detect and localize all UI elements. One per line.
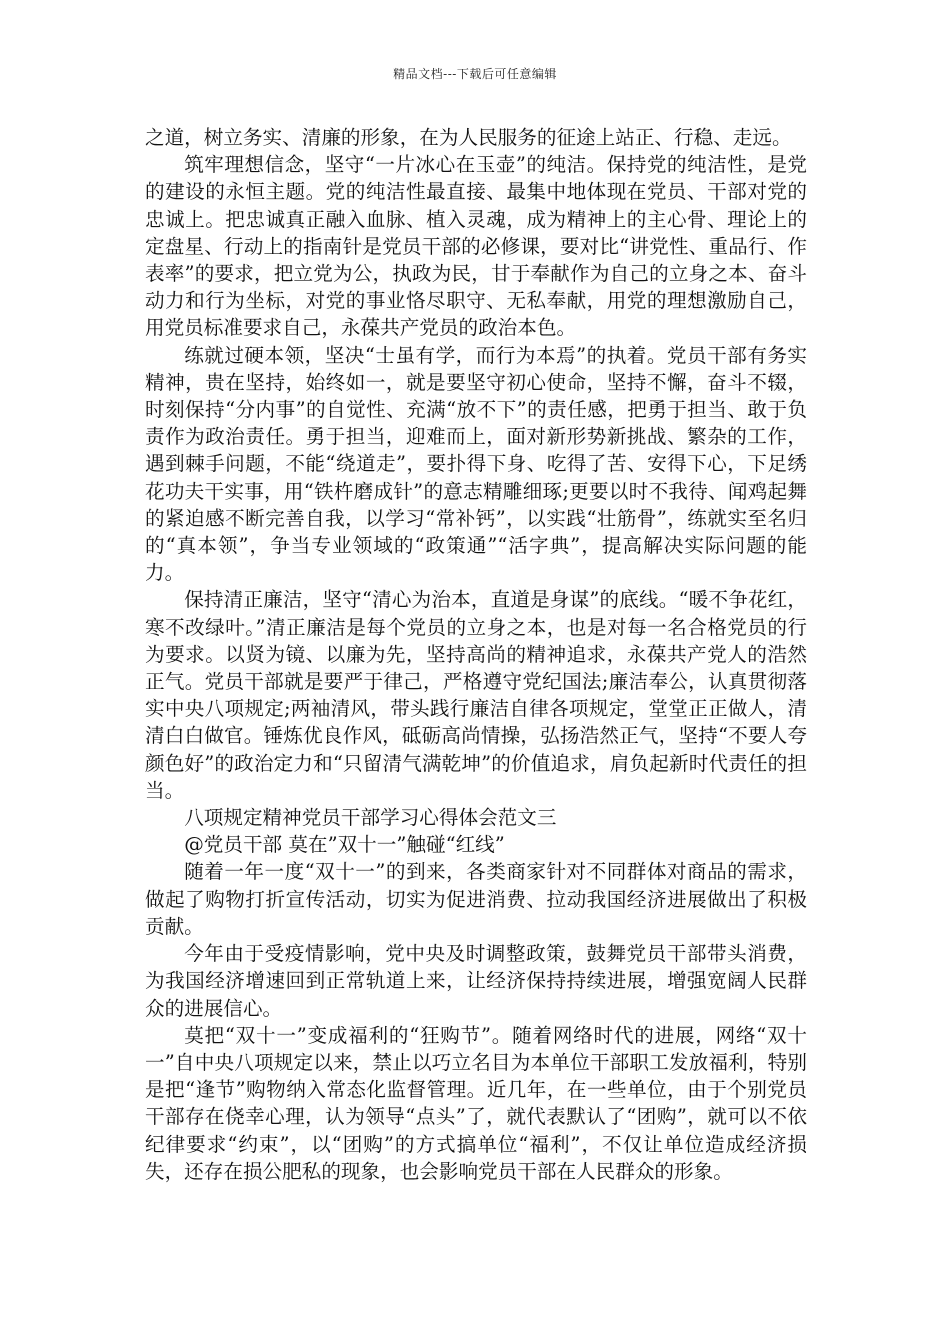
paragraph: 今年由于受疫情影响，党中央及时调整政策，鼓舞党员干部带头消费，为我国经济增速回到正常轨道上来，让经济保持持续进展，增强宽阔人民群众的进展信心。 [145, 942, 807, 1020]
paragraph: 随着一年一度“双十一”的到来，各类商家针对不同群体对商品的需求，做起了购物打折宣传活动，切实为促进消费、拉动我国经济进展做出了积极贡献。 [145, 860, 807, 938]
page-header: 精品文档---下载后可任意编辑 [393, 67, 557, 81]
paragraph: 莫把“双十一”变成福利的“狂购节”。随着网络时代的进展，网络“双十一”自中央八项规定以来，禁止以巧立名目为本单位干部职工发放福利，特别是把“逢节”购物纳入常态化监督管理。近几年，在一些单位，由于个别党员干部存在侥幸心理，认为领导“点头”了，就代表默认了“团购”，就可以不依纪律要求“约束”，以“团购”的方式搞单位“福利”，不仅让单位造成经济损失，还存在损公肥私的现象，也会影响党员干部在人民群众的形象。 [145, 1023, 807, 1183]
document-body [145, 124, 807, 1185]
paragraph: 筑牢理想信念，坚守“一片冰心在玉壶”的纯洁。保持党的纯洁性，是党的建设的永恒主题。党的纯洁性最直接、最集中地体现在党员、干部对党的忠诚上。把忠诚真正融入血脉、植入灵魂，成为精神上的主心骨、理论上的定盘星、行动上的指南针是党员干部的必修课，要对比“讲党性、重品行、作表率”的要求，把立党为公，执政为民，甘于奉献作为自己的立身之本、奋斗动力和行为坐标，对党的事业恪尽职守、无私奉献，用党的理想激励自己，用党员标准要求自己，永葆共产党员的政治本色。 [145, 153, 807, 340]
paragraph: 练就过硬本领，坚决“士虽有学，而行为本焉”的执着。党员干部有务实精神，贵在坚持，始终如一，就是要坚守初心使命，坚持不懈，奋斗不辍，时刻保持“分内事”的自觉性、充满“放不下”的责任感，把勇于担当、敢于负责作为政治责任。勇于担当，迎难而上，面对新形势新挑战、繁杂的工作，遇到棘手问题，不能“绕道走”，要扑得下身、吃得了苦、安得下心，下足绣花功夫干实事，用“铁杵磨成针”的意志精雕细琢;更要以时不我待、闻鸡起舞的紧迫感不断完善自我，以学习“常补钙”，以实践“壮筋骨”，练就实至名归的“真本领”，争当专业领域的“政策通”“活字典”，提高解决实际问题的能力。 [145, 343, 807, 585]
paragraph: 之道，树立务实、清廉的形象，在为人民服务的征途上站正、行稳、走远。 [145, 126, 792, 149]
section-subtitle: @党员干部 莫在”双十一”触碰“红线” [184, 833, 505, 857]
section-title: 八项规定精神党员干部学习心得体会范文三 [184, 806, 557, 830]
paragraph: 保持清正廉洁，坚守“清心为治本，直道是身谋”的底线。“暖不争花红，寒不改绿叶。”清正廉洁是每个党员的立身之本，也是对每一名合格党员的行为要求。以贤为镜、以廉为先，坚持高尚的精神追求，永葆共产党人的浩然正气。党员干部就是要严于律己，严格遵守党纪国法;廉洁奉公，认真贯彻落实中央八项规定;两袖清风，带头践行廉洁自律各项规定，堂堂正正做人，清清白白做官。锤炼优良作风，砥砺高尚情操，弘扬浩然正气，坚持“不要人夸颜色好”的政治定力和“只留清气满乾坤”的价值追求，肩负起新时代责任的担当。 [145, 588, 807, 802]
